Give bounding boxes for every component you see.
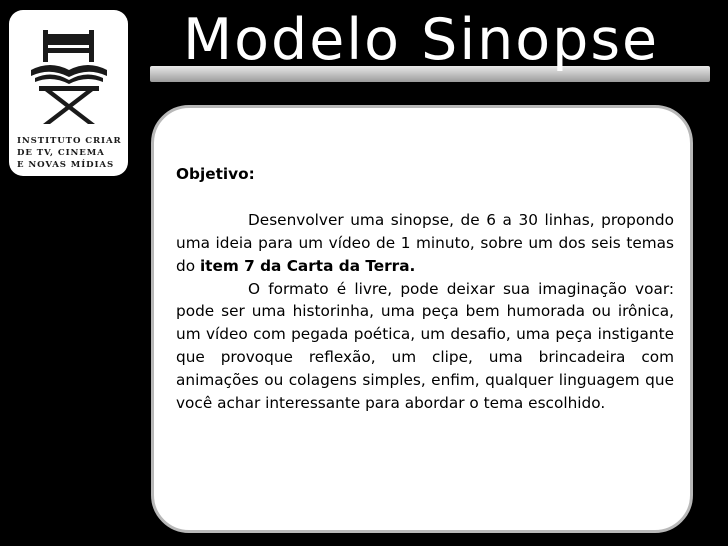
directors-chair-icon — [25, 24, 113, 128]
logo-text-line-1: INSTITUTO CRIAR — [17, 136, 122, 146]
paragraph-2-text: O formato é livre, pode deixar sua imaginação voar: pode ser uma historinha, uma peça bem humorada ou irônica, um vídeo com pegada poética, um desafio, uma peça instigante que provoque reflexão, um clipe, uma brincadeira com animações ou colagens simples, enfim, qualquer linguagem que você achar interessante para abordar o tema escolhido. — [176, 279, 674, 413]
paragraph-2 — [176, 278, 674, 415]
logo-panel — [9, 10, 128, 176]
logo-wordmark — [17, 135, 127, 171]
logo-text-line-3: E NOVAS MÍDIAS — [17, 160, 115, 170]
paragraph-1 — [176, 209, 674, 278]
content-body — [176, 163, 674, 415]
spacer — [176, 186, 674, 209]
paragraph-1-text: Desenvolver uma sinopse, de 6 a 30 linhas, propondo uma ideia para um vídeo de 1 minuto, sobre um dos seis temas do — [176, 210, 674, 275]
paragraph-1-emphasis: item 7 da Carta da Terra. — [199, 256, 416, 275]
slide-title: Modelo Sinopse — [183, 7, 660, 73]
objective-heading: Objetivo: — [176, 165, 255, 183]
logo-text-line-2: DE TV, CINEMA — [17, 148, 105, 158]
content-panel — [151, 105, 693, 533]
